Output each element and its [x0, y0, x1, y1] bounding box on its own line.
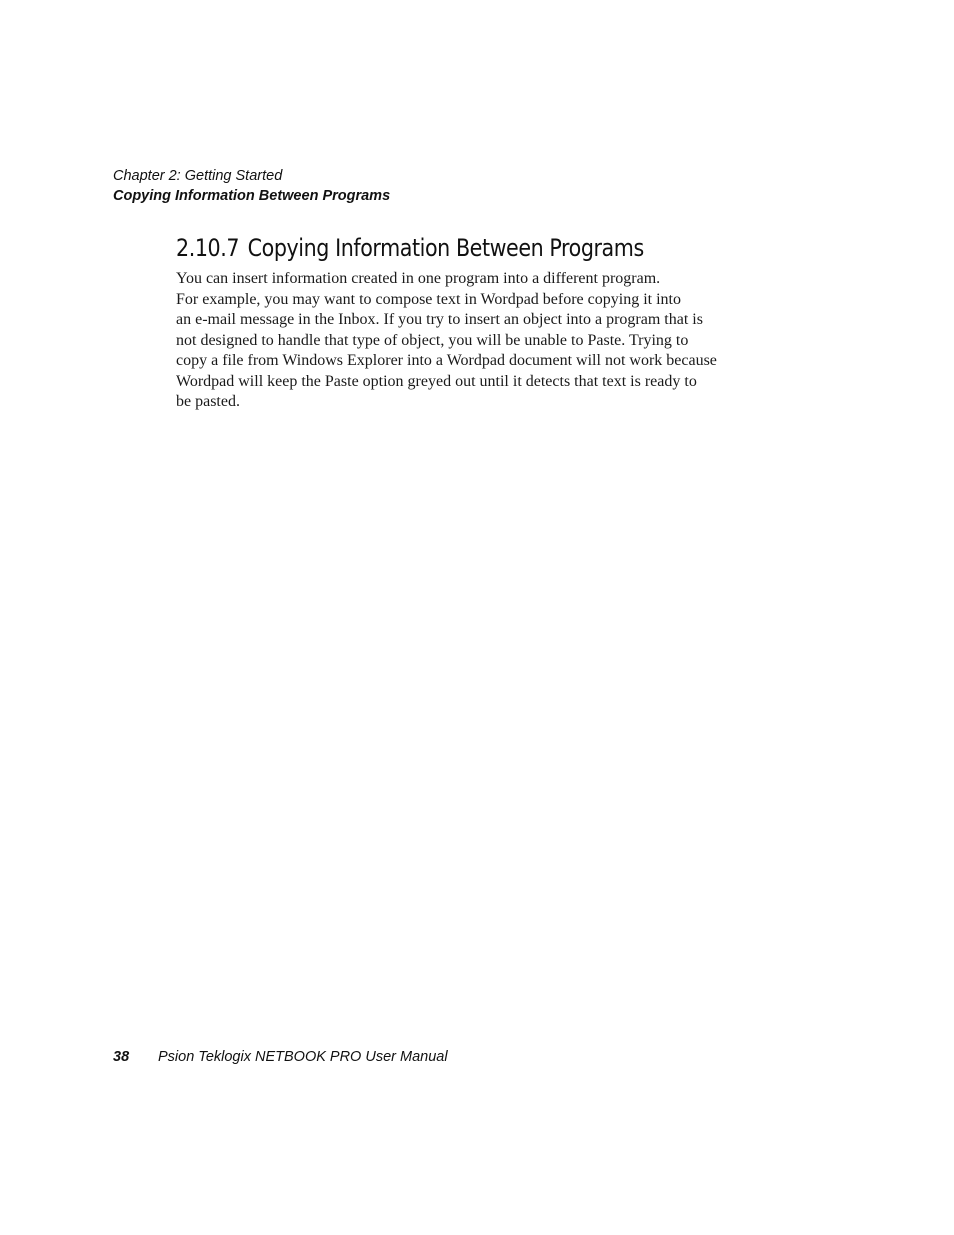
- chapter-title: Chapter 2: Getting Started: [113, 168, 283, 184]
- paragraph-line: an e-mail message in the Inbox. If you try to insert an object into a program that is: [176, 311, 703, 328]
- manual-title: Psion Teklogix NETBOOK PRO User Manual: [158, 1049, 448, 1065]
- paragraph-line: copy a file from Windows Explorer into a Wordpad document will not work because: [176, 352, 717, 369]
- section-heading-title: Copying Information Between Programs: [247, 234, 644, 262]
- body-paragraph: [176, 269, 756, 413]
- paragraph-line: For example, you may want to compose text in Wordpad before copying it into: [176, 290, 681, 308]
- paragraph-line: be pasted.: [176, 393, 240, 410]
- section-title: Copying Information Between Programs: [113, 188, 391, 204]
- paragraph-line: not designed to handle that type of object, you will be unable to Paste. Trying to: [176, 331, 689, 349]
- page-number: 38: [113, 1049, 130, 1065]
- paragraph-line: You can insert information created in one program into a different program.: [176, 270, 661, 287]
- page-footer: [113, 1047, 448, 1067]
- paragraph-line: Wordpad will keep the Paste option greyed out until it detects that text is ready to: [176, 372, 697, 390]
- running-header: [113, 166, 390, 206]
- section-number: 2.10.7: [176, 234, 240, 262]
- section-heading: [176, 229, 644, 267]
